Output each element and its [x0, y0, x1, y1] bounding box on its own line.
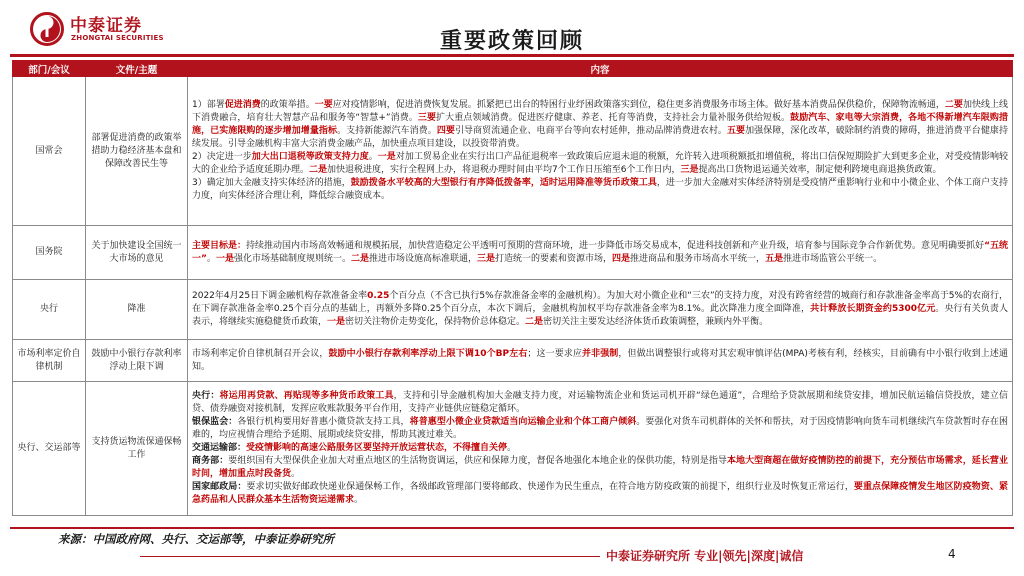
text-run: 个百分点（不含已执行5%存款准备金率的金融机构）。为加大对小微企业和“三农”的支持力度，对没有跨省经营的城商行和存款准备金率高于5%的农商行，在下调存款准备金率0.25个百分点的基础上，再额外多降0.25个百分点，本次下调后，金融机构加权平均存款准备金率为8.1%。此次降准力度全面降准， [192, 291, 1008, 314]
content-paragraph [192, 99, 1008, 151]
bold-label: 商务部： [192, 456, 229, 466]
text-run: 打造统一的要素和资源市场， [495, 253, 613, 264]
dept-cell: 央行、交运部等 [13, 382, 86, 516]
footer-rule [140, 556, 600, 557]
text-run: 2022年4月25日下调金融机构存款准备金率 [192, 291, 368, 301]
footer-tagline: 中泰证券研究所 专业|领先|深度|诚信 [606, 549, 804, 563]
text-run: 对加工贸易企业在实行出口产品征退税率一致政策后应退未退的税额，允许转入进项税额抵扣增值税，将出口信保短期险扩大到更多企业，对受疫情影响较大的企业给予适度延期办理。 [192, 152, 1008, 175]
highlighted-text: 要重点保障疫情发生地区防疫物资、紧急药品和人民群众基本生活物资运递需求 [192, 482, 1008, 505]
highlighted-text: 三要 [417, 113, 437, 123]
text-run: 加快退税进度，实行全程网上办，将退税办理时间由平均7个工作日压缩至6个工作日内， [327, 165, 681, 175]
text-run: 加快线上线下消费融合，培育壮大智慧产品和服务等“智慧+”消费。 [192, 100, 1008, 123]
doc-cell: 支持货运物流保通保畅工作 [86, 382, 188, 516]
bold-label: 央行： [192, 391, 220, 401]
highlighted-text: 二是 [309, 165, 328, 175]
bold-label: 交通运输部： [192, 443, 247, 453]
content-paragraph [192, 151, 1008, 177]
highlighted-text: 鼓励拨备水平较高的大型银行有序降低拨备率，适时运用降准等货币政策工具 [350, 178, 657, 188]
text-run: 市场利率定价自律机制召开会议， [192, 348, 329, 359]
text-run: 持续推动国内市场高效畅通和规模拓展，加快营造稳定公平透明可预期的营商环境，进一步降低市场交易成本，促进科技创新和产业升级，培育参与国际竞争合作新优势。意见明确要抓好 [246, 240, 985, 251]
content-cell [188, 382, 1013, 516]
text-run: 。支持新能源汽车消费。 [337, 126, 437, 136]
dept-cell: 国务院 [13, 226, 86, 280]
highlighted-text: 四是 [612, 253, 631, 264]
text-run: 。 [507, 443, 517, 453]
highlighted-text: 主要目标是： [192, 240, 247, 251]
doc-cell: 关于加快建设全国统一大市场的意见 [86, 226, 188, 280]
highlighted-text: 受疫情影响的高速公路服务区要坚持开放运营状态，不得擅自关停 [246, 443, 508, 453]
text-run: 的政策举措。 [260, 100, 315, 110]
table-row [13, 226, 1013, 280]
highlighted-text: 二要 [944, 100, 963, 110]
text-run: 。 [291, 469, 301, 479]
text-run: 密切关注物价走势变化，保持物价总体稳定。 [345, 317, 526, 327]
header-content: 内容 [188, 61, 1013, 77]
highlighted-text: 0.25 [367, 291, 390, 301]
highlighted-text: 鼓励中小银行存款利率浮动上限下调10个BP左右 [328, 348, 528, 359]
highlighted-text: 一是 [215, 253, 234, 264]
text-run: 。 [206, 253, 216, 264]
content-cell [188, 340, 1013, 382]
text-run: 加强保障，深化改革，破除制约消费的障碍，推进消费平台健康持续发展。引导金融机构丰富大宗消费金融产品，加快重点项目建设，以投资带消费。 [192, 126, 1008, 149]
text-run: 要组织国有大型保供企业加大对重点地区的生活物资调运，供应和保障力度，督促各地强化本地企业的保供功能，特别是指导 [228, 456, 727, 466]
table-row [13, 280, 1013, 340]
dept-cell: 国常会 [13, 77, 86, 226]
doc-cell: 降准 [86, 280, 188, 340]
text-run: 2）决定进一步 [192, 152, 252, 162]
content-cell [188, 280, 1013, 340]
text-run: 强化市场基础制度规则统一。 [233, 253, 351, 264]
text-run: 应对疫情影响，促进消费恢复发展。抓紧把已出台的特困行业纾困政策落实到位，稳住更多消费服务市场主体。做好基本消费品保供稳价，保障物流畅通， [332, 100, 945, 110]
text-run: 推进市场监管公平统一。 [783, 253, 883, 264]
text-run: 3）确定加大金融支持实体经济的措施， [192, 178, 351, 188]
table-row [13, 382, 1013, 516]
content-paragraph [192, 177, 1008, 203]
highlighted-text: 一是 [327, 317, 346, 327]
text-run: 提高出口货物退运通关效率，制定便利跨境电商退换货政策。 [698, 165, 942, 175]
content-paragraph [192, 442, 1008, 455]
content-paragraph [192, 240, 1008, 266]
text-run: 推进市场设施高标准联通， [368, 253, 477, 264]
doc-cell: 部署促进消费的政策举措助力稳经济基本盘和保障改善民生等 [86, 77, 188, 226]
page-number: 4 [948, 547, 956, 561]
highlighted-text: “五统一” [192, 240, 1008, 264]
bold-label: 银保监会： [192, 417, 238, 427]
bold-label: 国家邮政局： [192, 482, 247, 492]
text-run: 。 [354, 495, 364, 505]
logo-text-en: ZHONGTAI SECURITIES [71, 34, 164, 42]
highlighted-text: 三是 [680, 165, 699, 175]
content-paragraph [192, 390, 1008, 416]
policy-table [12, 60, 1013, 516]
text-run: ，但做出调整银行或将对其宏观审慎评估(MPA)考核有利，经核实，目前确有中小银行收到上述通知。 [192, 348, 1008, 372]
highlighted-text: 加大出口退税等政策支持力度 [251, 152, 369, 162]
dept-cell: 市场利率定价自律机制 [13, 340, 86, 382]
text-run: 密切关注主要发达经济体货币政策调整，兼顾内外平衡。 [543, 317, 769, 327]
text-run: 扩大重点领域消费。促进医疗健康、养老、托育等消费，支持社会力量补服务供给短板。 [436, 113, 791, 123]
highlighted-text: 五要 [726, 126, 746, 136]
highlighted-text: 本地大型商超在做好疫情防控的前提下，充分预估市场需求，延长营业时间，增加重点时段备货 [192, 456, 1008, 479]
text-run: ，支持和引导金融机构加大金融支持力度，对运输物流企业和货运司机开辟“绿色通道”，合理给予贷款展期和续贷安排，增加民航运输信贷投放，建立信贷、债券融资对接机制，发挥应收账款服务平台作用，支持产业链供应链稳定循环。 [192, 391, 1008, 414]
highlighted-text: 并非强制 [582, 348, 619, 359]
highlighted-text: 一是 [377, 152, 396, 162]
content-paragraph [192, 290, 1008, 329]
content-paragraph [192, 348, 1008, 374]
highlighted-text: 将运用再贷款、再贴现等多种货币政策工具 [219, 391, 394, 401]
text-run: 。 [368, 152, 378, 162]
source-note: 来源：中国政府网、央行、交运部等，中泰证券研究所 [58, 532, 334, 546]
title-divider [10, 54, 1014, 57]
text-run: ，进一步加大金融对实体经济特别是受疫情严重影响行业和中小微企业、个体工商户支持力度，向实体经济合理让利，降低综合融资成本。 [192, 178, 1008, 201]
text-run: ；这一要求应 [527, 348, 582, 359]
text-run: 。要强化对货车司机群体的关怀和帮扶，对于因疫情影响向货车司机继续汽车贷款暂时存在困难的，均应视情合理给予延期、展期或续贷安排，帮助其渡过难关。 [192, 417, 1008, 440]
table-header-row [13, 61, 1013, 77]
highlighted-text: 四要 [436, 126, 455, 136]
page-title: 重要政策回顾 [439, 28, 584, 54]
content-paragraph [192, 416, 1008, 442]
highlighted-text: 鼓励汽车、家电等大宗消费，各地不得新增汽车限购措施，已实施限购的逐步增加增量指标 [192, 113, 1008, 136]
highlighted-text: 二是 [525, 317, 544, 327]
content-paragraph [192, 481, 1008, 507]
text-run: 1）部署 [192, 100, 225, 110]
text-run: 要求切实做好邮政快递业保通保畅工作，各级邮政管理部门要将邮政、快递作为民生重点，在符合地方防疫政策的前提下，组织行业及时恢复正常运行， [246, 482, 854, 492]
logo-text-cn: 中泰证券 [70, 16, 142, 36]
text-run: 各银行机构要用好普惠小微贷款支持工具， [237, 417, 410, 427]
content-cell [188, 226, 1013, 280]
highlighted-text: 将普惠型小微企业贷款适当向运输企业和个体工商户倾斜 [409, 417, 637, 427]
text-run: 推进商品和服务市场高水平统一， [630, 253, 766, 264]
table-row [13, 77, 1013, 226]
highlighted-text: 三是 [477, 253, 496, 264]
bottom-divider [10, 527, 1014, 529]
header-doc: 文件/主题 [86, 61, 188, 77]
content-paragraph [192, 455, 1008, 481]
highlighted-text: 促进消费 [224, 100, 261, 110]
highlighted-text: 共计释放长期资金约5300亿元 [810, 304, 936, 314]
doc-cell: 鼓励中小银行存款利率浮动上限下调 [86, 340, 188, 382]
dept-cell: 央行 [13, 280, 86, 340]
highlighted-text: 二是 [350, 253, 369, 264]
highlighted-text: 一要 [314, 100, 333, 110]
content-cell [188, 77, 1013, 226]
table-row [13, 340, 1013, 382]
text-run: 引导商贸流通企业、电商平台等向农村延伸，推动品牌消费进农村。 [454, 126, 727, 136]
highlighted-text: 五是 [765, 253, 784, 264]
header-dept: 部门/会议 [13, 61, 86, 77]
text-run: 。央行有关负责人表示，将继续实施稳健货币政策， [192, 304, 1008, 327]
